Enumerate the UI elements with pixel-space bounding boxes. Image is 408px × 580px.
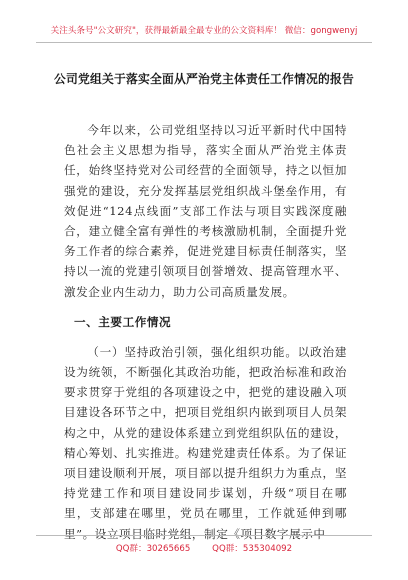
page-footer (36, 535, 372, 560)
document-title: 公司党组关于落实全面从严治党主体责任工作情况的报告 (54, 72, 354, 86)
header-promo-text: 关注头条号"公文研究"，获得最新最全最专业的公文资料库！ 微信：gongwenyj (50, 26, 358, 36)
intro-paragraph: 今年以来，公司党组坚持以习近平新时代中国特色社会主义思想为指导，落实全面从严治党主体责任，始终坚持党对公司经营的全面领导，持之以恒加强党的建设，充分发挥基层党组织战斗堡垒作用，有效促进“124点线面”支部工作法与项目实践深度融合，建立健全富有弹性的考核激励机制，全面提升党务工作者的综合素养，促进党建目标责任制落实，坚持以一流的党建引领项目创誉增效、提高管理水平、激发企业内生动力，助力公司高质量发展。 (64, 123, 347, 299)
page-header (36, 18, 372, 43)
footer-contact-text: QQ群：30265665 QQ群：535304092 (115, 544, 293, 554)
document-body (64, 120, 347, 544)
section-paragraph: （一）坚持政治引领，强化组织功能。以政治建设为统领，不断强化其政治功能，把政治标准和政治要求贯穿于党组的各项建设之中，把党的建设融入项目建设各环节之中，把项目党组织内嵌到项目人员架构之中，从党的建设体系建立到党组织队伍的建设，精心筹划、扎实推进。构建党建责任体系。为了保证项目建设顺利开展，项目部以提升组织力为重点，坚持党建工作和项目建设同步谋划，升级“项目在哪里，支部建在哪里，党员在哪里，工作就延伸到哪里”。设立项目临时党组，制定《项目数字展示中 (64, 344, 347, 541)
section-heading: 一、主要工作情况 (74, 314, 172, 329)
